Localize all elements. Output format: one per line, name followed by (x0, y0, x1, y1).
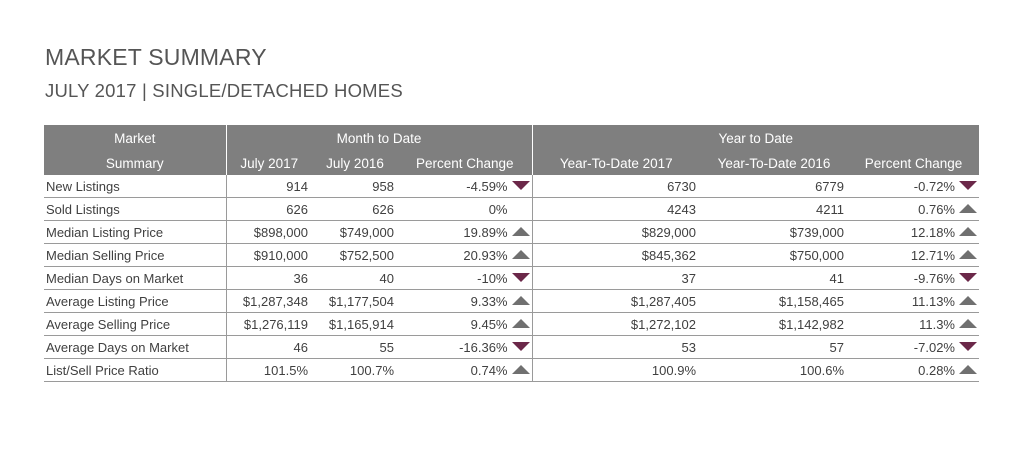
mtd-percent-change (398, 198, 532, 221)
mtd-2016-value (312, 336, 398, 359)
ytd-percent-change (848, 336, 979, 359)
mtd-2016-value-text: 100.7% (349, 362, 394, 378)
ytd-2016-value (700, 221, 848, 244)
ytd-2016-value (700, 359, 848, 382)
row-label-text: List/Sell Price Ratio (46, 362, 159, 378)
ytd-percent-change-text: 0.76% (918, 201, 955, 217)
mtd-percent-change (398, 313, 532, 336)
ytd-percent-change-text: 11.3% (919, 316, 955, 332)
mtd-percent-change (398, 267, 532, 290)
mtd-2017-value (226, 244, 312, 267)
ytd-percent-change-text: -9.76% (913, 270, 955, 286)
ytd-2016-value (700, 175, 848, 198)
down-triangle-icon (959, 273, 977, 282)
mtd-2017-value-text: 46 (293, 339, 308, 355)
table-row (44, 267, 979, 290)
mtd-2016-value-text: $749,000 (339, 224, 394, 240)
mtd-2017-value-text: 626 (286, 201, 308, 217)
mtd-percent-change-text: 0.74% (470, 362, 508, 378)
row-label (44, 313, 226, 336)
ytd-2016-value-text: $1,142,982 (778, 316, 844, 332)
down-triangle-icon (959, 342, 977, 351)
mtd-percent-change-text: -4.59% (466, 178, 508, 194)
ytd-2016-value-text: 57 (829, 339, 844, 355)
table-row (44, 198, 979, 221)
header-group-row (44, 125, 979, 151)
col-header-summary: Summary (44, 151, 226, 175)
ytd-2017-value (532, 359, 700, 382)
ytd-2017-value (532, 313, 700, 336)
mtd-2017-value (226, 221, 312, 244)
mtd-percent-change-text: -16.36% (459, 339, 508, 355)
ytd-2017-value-text: 37 (681, 270, 696, 286)
mtd-percent-change-text: 19.89% (463, 224, 508, 240)
mtd-percent-change (398, 221, 532, 244)
row-label-text: New Listings (46, 178, 120, 194)
ytd-2017-value-text: $1,287,405 (630, 293, 696, 309)
ytd-2016-value-text: 100.6% (799, 362, 844, 378)
mtd-2017-value-text: $1,287,348 (242, 293, 308, 309)
ytd-percent-change (848, 359, 979, 382)
header-month-to-date: Month to Date (226, 125, 532, 151)
mtd-2016-value-text: $752,500 (339, 247, 394, 263)
mtd-2016-value-text: $1,177,504 (328, 293, 394, 309)
mtd-percent-change-text: 9.45% (470, 316, 508, 332)
mtd-2017-value (226, 175, 312, 198)
mtd-2016-value (312, 359, 398, 382)
ytd-2016-value-text: $750,000 (789, 247, 844, 263)
mtd-2016-value (312, 198, 398, 221)
col-header-ytd-2016: Year-To-Date 2016 (700, 151, 848, 175)
col-header-july-2017: July 2017 (226, 151, 312, 175)
col-header-july-2016: July 2016 (312, 151, 398, 175)
ytd-percent-change-text: -0.72% (913, 178, 955, 194)
mtd-2016-value (312, 290, 398, 313)
mtd-percent-change (398, 359, 532, 382)
table-row (44, 175, 979, 198)
ytd-percent-change (848, 313, 979, 336)
up-triangle-icon (512, 296, 530, 305)
down-triangle-icon (512, 342, 530, 351)
ytd-percent-change-text: -7.02% (913, 339, 955, 355)
row-label-text: Median Days on Market (46, 270, 184, 286)
mtd-percent-change-text: 9.33% (470, 293, 508, 309)
ytd-2016-value-text: $739,000 (789, 224, 844, 240)
up-triangle-icon (959, 204, 977, 213)
mtd-2016-value (312, 244, 398, 267)
page-title: MARKET SUMMARY (45, 44, 267, 70)
mtd-2016-value-text: $1,165,914 (328, 316, 394, 332)
market-summary-table (44, 125, 979, 382)
row-label-text: Average Days on Market (46, 339, 189, 355)
ytd-percent-change-text: 12.71% (910, 247, 955, 263)
ytd-percent-change-text: 12.18% (910, 224, 955, 240)
mtd-2016-value (312, 267, 398, 290)
ytd-percent-change (848, 198, 979, 221)
table-row (44, 290, 979, 313)
row-label-text: Sold Listings (46, 201, 120, 217)
mtd-percent-change (398, 290, 532, 313)
ytd-percent-change (848, 175, 979, 198)
ytd-2016-value (700, 198, 848, 221)
ytd-2017-value-text: 4243 (667, 201, 696, 217)
row-label (44, 221, 226, 244)
ytd-2016-value (700, 290, 848, 313)
mtd-percent-change (398, 175, 532, 198)
mtd-2017-value (226, 313, 312, 336)
up-triangle-icon (959, 296, 977, 305)
mtd-2017-value-text: $898,000 (253, 224, 308, 240)
up-triangle-icon (512, 365, 530, 374)
mtd-percent-change (398, 336, 532, 359)
ytd-2017-value (532, 244, 700, 267)
mtd-percent-change-text: 20.93% (463, 247, 508, 263)
ytd-2017-value-text: 6730 (667, 178, 696, 194)
ytd-percent-change (848, 244, 979, 267)
row-label (44, 244, 226, 267)
header-market-label: Market (44, 125, 226, 151)
ytd-2017-value-text: 100.9% (651, 362, 696, 378)
mtd-2017-value (226, 198, 312, 221)
mtd-2016-value (312, 221, 398, 244)
down-triangle-icon (512, 273, 530, 282)
row-label (44, 267, 226, 290)
mtd-2017-value-text: $1,276,119 (243, 316, 308, 332)
up-triangle-icon (512, 227, 530, 236)
mtd-2017-value-text: 914 (286, 178, 308, 194)
mtd-2017-value (226, 290, 312, 313)
mtd-percent-change (398, 244, 532, 267)
ytd-2017-value-text: $1,272,102 (630, 316, 696, 332)
down-triangle-icon (512, 181, 530, 190)
row-label-text: Average Selling Price (46, 316, 171, 332)
down-triangle-icon (959, 181, 977, 190)
ytd-2016-value-text: 41 (829, 270, 844, 286)
mtd-percent-change-text: -10% (477, 270, 508, 286)
ytd-percent-change-text: 0.28% (918, 362, 955, 378)
ytd-percent-change (848, 290, 979, 313)
row-label (44, 359, 226, 382)
ytd-percent-change (848, 267, 979, 290)
up-triangle-icon (959, 319, 977, 328)
ytd-percent-change-text: 11.13% (911, 293, 955, 309)
ytd-2017-value (532, 198, 700, 221)
mtd-percent-change-text: 0% (488, 201, 508, 217)
mtd-2017-value (226, 359, 312, 382)
ytd-2017-value (532, 267, 700, 290)
mtd-2017-value (226, 336, 312, 359)
up-triangle-icon (512, 250, 530, 259)
mtd-2017-value-text: 101.5% (263, 362, 308, 378)
mtd-2016-value-text: 55 (379, 339, 394, 355)
ytd-2017-value (532, 221, 700, 244)
up-triangle-icon (512, 319, 530, 328)
up-triangle-icon (959, 365, 977, 374)
ytd-2016-value (700, 244, 848, 267)
row-label (44, 336, 226, 359)
ytd-2016-value-text: 6779 (815, 178, 844, 194)
col-header-ytd-2017: Year-To-Date 2017 (532, 151, 700, 175)
ytd-2017-value (532, 175, 700, 198)
row-label (44, 175, 226, 198)
ytd-percent-change (848, 221, 979, 244)
col-header-mtd-percent-change: Percent Change (398, 151, 532, 175)
table-row (44, 313, 979, 336)
ytd-2017-value-text: 53 (681, 339, 696, 355)
ytd-2017-value (532, 290, 700, 313)
table-row (44, 221, 979, 244)
ytd-2016-value (700, 267, 848, 290)
mtd-2016-value (312, 175, 398, 198)
mtd-2016-value (312, 313, 398, 336)
row-label (44, 198, 226, 221)
page-subtitle: JULY 2017 | SINGLE/DETACHED HOMES (45, 80, 403, 101)
mtd-2016-value-text: 40 (379, 270, 394, 286)
row-label-text: Median Listing Price (46, 224, 164, 240)
ytd-2017-value (532, 336, 700, 359)
row-label-text: Average Listing Price (46, 293, 169, 309)
up-triangle-icon (959, 227, 977, 236)
ytd-2016-value-text: $1,158,465 (778, 293, 844, 309)
ytd-2016-value-text: 4211 (816, 201, 844, 217)
mtd-2016-value-text: 626 (372, 201, 394, 217)
col-header-ytd-percent-change: Percent Change (848, 151, 979, 175)
ytd-2016-value (700, 313, 848, 336)
mtd-2016-value-text: 958 (372, 178, 394, 194)
row-label (44, 290, 226, 313)
ytd-2017-value-text: $829,000 (641, 224, 696, 240)
mtd-2017-value-text: $910,000 (253, 247, 308, 263)
row-label-text: Median Selling Price (46, 247, 165, 263)
header-column-row (44, 151, 979, 175)
table-row (44, 359, 979, 382)
ytd-2017-value-text: $845,362 (641, 247, 696, 263)
table-row (44, 244, 979, 267)
mtd-2017-value (226, 267, 312, 290)
mtd-2017-value-text: 36 (293, 270, 308, 286)
table-row (44, 336, 979, 359)
up-triangle-icon (959, 250, 977, 259)
header-year-to-date: Year to Date (532, 125, 979, 151)
ytd-2016-value (700, 336, 848, 359)
